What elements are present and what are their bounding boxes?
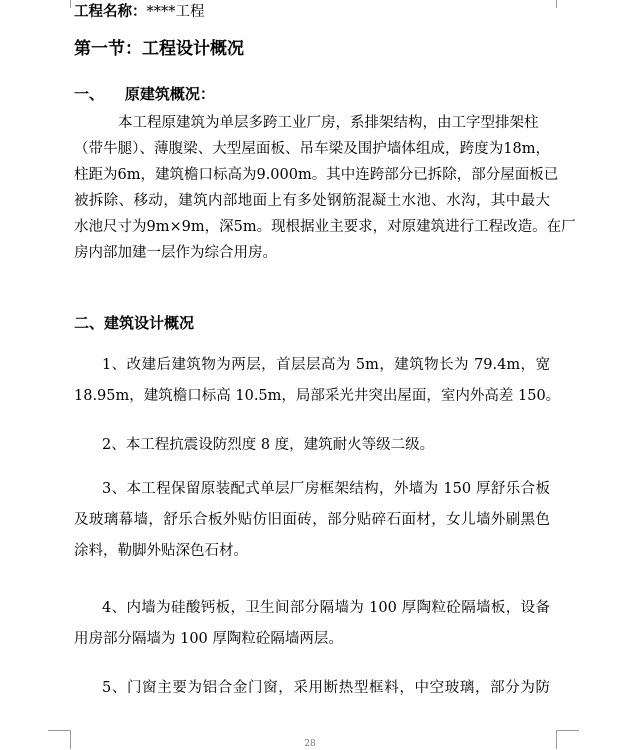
paragraph-line: 本工程原建筑为单层多跨工业厂房，系排架结构，由工字型排架柱 (118, 115, 539, 131)
paragraph-line: 柱距为6m，建筑檐口标高为9.000m。其中连跨部分已拆除，部分屋面板已 (74, 167, 559, 183)
design-item-3 (74, 474, 550, 567)
item-line: 1、改建后建筑物为两层，首层层高为 5m，建筑物长为 79.4m，宽 (102, 357, 550, 373)
design-item-4 (74, 593, 550, 655)
design-item-2 (74, 430, 550, 461)
original-building-paragraph (74, 110, 576, 266)
design-item-1 (74, 350, 561, 412)
item-line: 18.95m，建筑檐口标高 10.5m，局部采光井突出屋面，室内外高差 150。 (74, 388, 561, 404)
paragraph-line: 水池尺寸为9m×9m，深5m。现根据业主要求，对原建筑进行工程改造。在厂 (74, 219, 576, 235)
item-line: 涂料，勒脚外贴深色石材。 (74, 543, 248, 559)
item-line: 2、本工程抗震设防烈度 8 度，建筑耐火等级二级。 (102, 437, 435, 453)
design-heading: 二、建筑设计概况 (74, 314, 195, 332)
item-line: 及玻璃幕墙，舒乐合板外贴仿旧面砖，部分贴碎石面材，女儿墙外刷黑色 (74, 512, 550, 528)
item-line: 5、门窗主要为铝合金门窗，采用断热型框料，中空玻璃，部分为防 (102, 680, 550, 696)
crop-mark-bottom-right (556, 730, 579, 749)
project-name-value: ****工程 (146, 4, 205, 20)
original-building-heading: 一、 原建筑概况： (74, 85, 215, 103)
page-number: 28 (304, 739, 316, 749)
item-line: 用房部分隔墙为 100 厚陶粒砼隔墙两层。 (74, 631, 343, 647)
paragraph-line: （带牛腿）、薄腹梁、大型屋面板、吊车梁及围护墙体组成，跨度为18m， (74, 141, 550, 157)
crop-mark-bottom-left (48, 730, 71, 749)
design-item-5 (74, 673, 550, 704)
project-name-line (74, 2, 205, 22)
item-line: 3、本工程保留原装配式单层厂房框架结构，外墙为 150 厚舒乐合板 (102, 481, 550, 497)
project-name-label: 工程名称： (74, 3, 147, 20)
crop-mark-top-left (56, 0, 71, 8)
paragraph-line: 被拆除、移动，建筑内部地面上有多处钢筋混凝土水池、水沟，其中最大 (74, 193, 550, 209)
section-title: 第一节：工程设计概况 (74, 39, 244, 59)
paragraph-line: 房内部加建一层作为综合用房。 (74, 245, 277, 261)
item-line: 4、内墙为硅酸钙板，卫生间部分隔墙为 100 厚陶粒砼隔墙板，设备 (102, 600, 550, 616)
crop-mark-top-right (556, 0, 571, 8)
